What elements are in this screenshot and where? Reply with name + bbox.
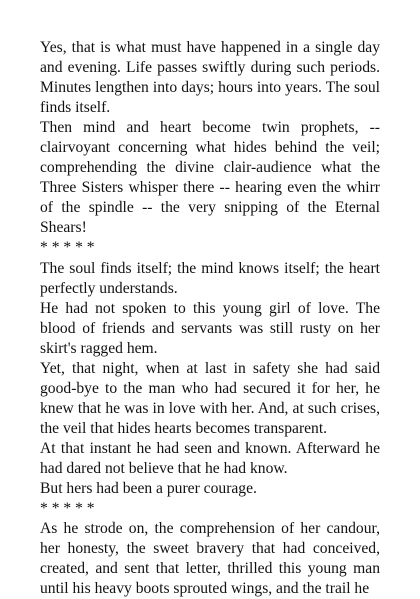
paragraph-not-spoken-of-love: He had not spoken to this young girl of love. The blood of friends and servants was still rusty on her skirt's ragged hem.	[40, 299, 380, 357]
paragraph-as-he-strode-on: As he strode on, the comprehension of her candour, her honesty, the sweet bravery that had conceived, created, and sent that letter, thrilled this young man until his heavy boots sprouted wings, and the trail he	[40, 520, 380, 598]
paragraph-twin-prophets: Then mind and heart become twin prophets, -- clairvoyant concerning what hides behind the veil; comprehending the divine clair-audience what the Three Sisters whisper there -- hearing even the whirr of the spindle -- the very snipping of the Eternal Shears!	[40, 119, 380, 237]
paragraph-purer-courage: But hers had been a purer courage.	[40, 480, 257, 498]
paragraph-yes-that-is: Yes, that is what must have happened in a single day and evening. Life passes swiftly during such periods. Minutes lengthen into days; hours into years. The soul finds itself.	[40, 39, 380, 117]
section-separator: * * * * *	[40, 500, 95, 518]
paragraph-seen-and-known: At that instant he had seen and known. Afterward he had dared not believe that he had know.	[40, 439, 380, 477]
paragraph-that-night: Yet, that night, when at last in safety she had said good-bye to the man who had secured it for her, he knew that he was in love with her. And, at such crises, the veil that hides hearts becomes transparent.	[40, 359, 380, 437]
page-text	[40, 38, 380, 599]
section-separator: * * * * *	[40, 239, 95, 257]
paragraph-soul-finds-itself: The soul finds itself; the mind knows itself; the heart perfectly understands.	[40, 259, 380, 297]
